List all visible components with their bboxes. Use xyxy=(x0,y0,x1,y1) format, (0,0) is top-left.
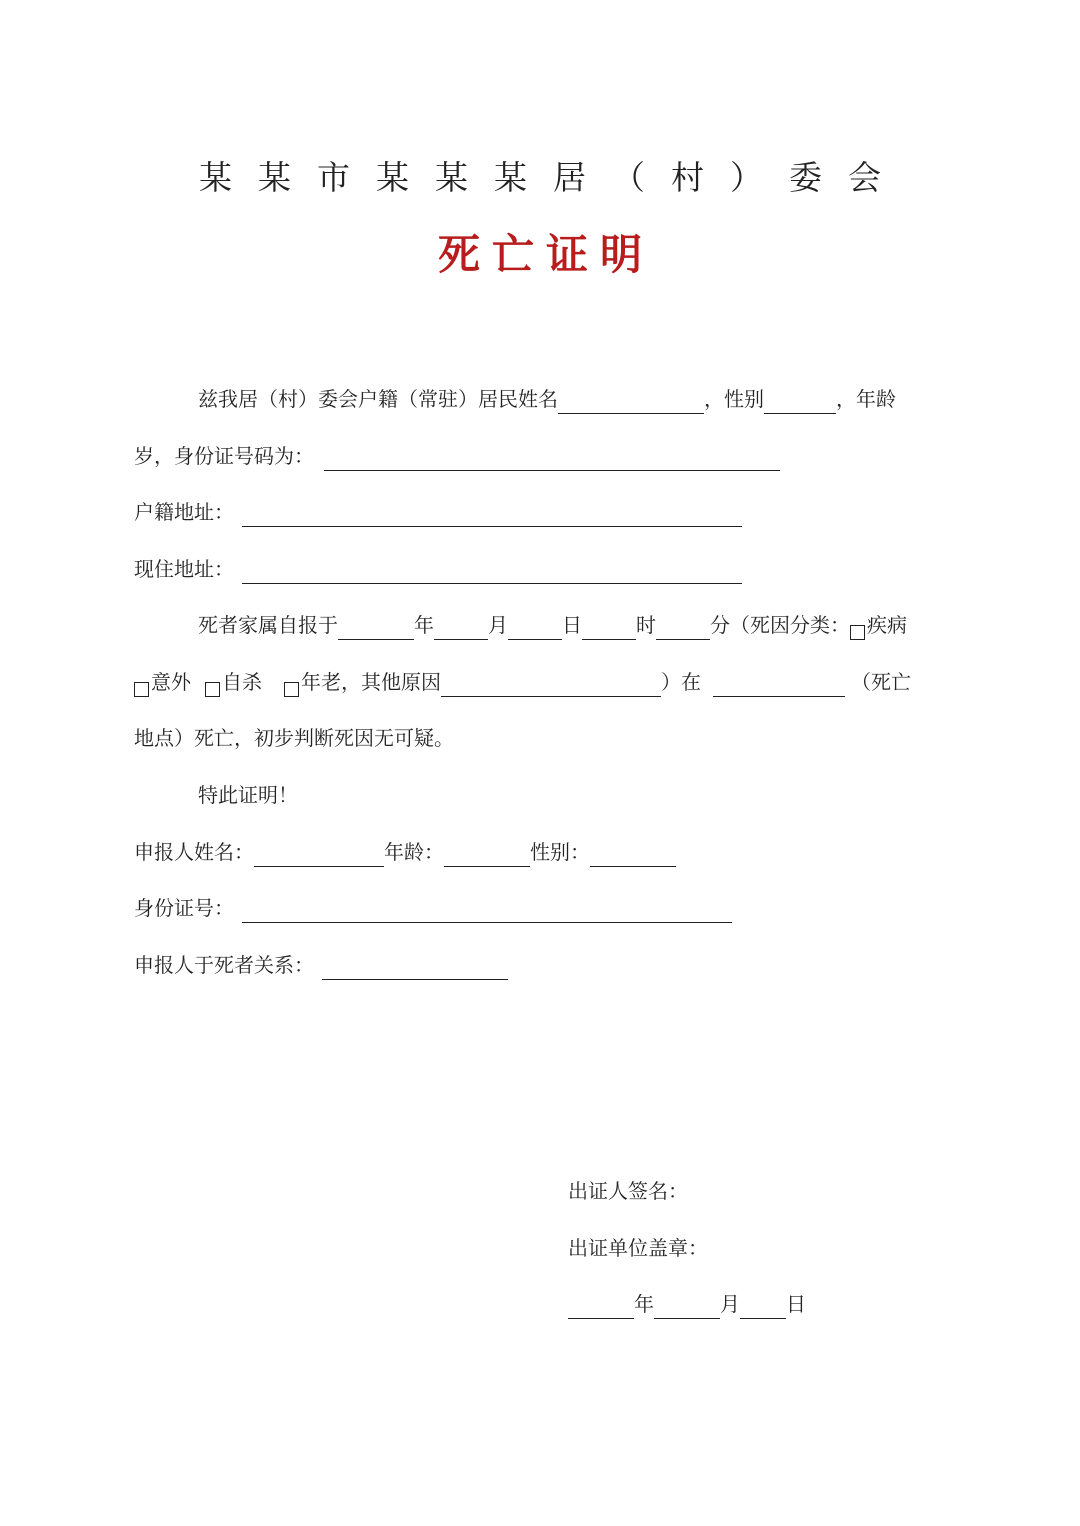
applicant-name-label: 申报人姓名： xyxy=(134,840,254,864)
at-label: ）在 xyxy=(661,670,701,694)
current-address-line xyxy=(134,554,954,584)
suicide-checkbox[interactable] xyxy=(205,682,220,697)
current-address-blank[interactable] xyxy=(242,561,742,584)
applicant-id-blank[interactable] xyxy=(242,900,732,923)
issue-month-blank[interactable] xyxy=(654,1296,720,1319)
suicide-label: 自杀 xyxy=(222,670,262,694)
name-blank[interactable] xyxy=(558,391,704,414)
issue-date-line xyxy=(568,1289,806,1319)
certification-text: 特此证明！ xyxy=(198,783,298,807)
old-age-checkbox[interactable] xyxy=(284,682,299,697)
registered-address-blank[interactable] xyxy=(242,504,742,527)
resident-info-line xyxy=(198,384,1018,414)
gender-label: ，性别 xyxy=(704,387,764,411)
applicant-name-blank[interactable] xyxy=(254,844,384,867)
disease-label: 疾病 xyxy=(867,613,907,637)
day-label: 日 xyxy=(562,613,582,637)
registered-address-line xyxy=(134,497,954,527)
report-month-blank[interactable] xyxy=(434,617,488,640)
death-place-label: （死亡 xyxy=(851,670,911,694)
id-number-blank[interactable] xyxy=(324,448,780,471)
conclusion-text: 地点）死亡，初步判断死因无可疑。 xyxy=(134,726,454,750)
month-label: 月 xyxy=(488,613,508,637)
applicant-gender-label: 性别： xyxy=(530,840,590,864)
report-year-blank[interactable] xyxy=(338,617,414,640)
seal-line xyxy=(568,1233,708,1263)
relation-label: 申报人于死者关系： xyxy=(134,953,314,977)
applicant-relation-line xyxy=(134,950,954,980)
accident-checkbox[interactable] xyxy=(134,682,149,697)
report-day-blank[interactable] xyxy=(508,617,562,640)
document-title: 死亡证明 xyxy=(437,230,654,279)
death-cause-line xyxy=(134,667,954,697)
applicant-id-label: 身份证号： xyxy=(134,896,234,920)
certification-line xyxy=(198,780,1018,810)
hour-label: 时 xyxy=(636,613,656,637)
year-label: 年 xyxy=(414,613,434,637)
disease-checkbox[interactable] xyxy=(850,625,865,640)
minute-label: 分（死因分类： xyxy=(710,613,850,637)
id-number-line xyxy=(134,441,954,471)
applicant-age-blank[interactable] xyxy=(444,844,530,867)
registered-address-label: 户籍地址： xyxy=(134,500,234,524)
other-cause-blank[interactable] xyxy=(441,674,661,697)
applicant-gender-blank[interactable] xyxy=(590,844,676,867)
old-age-other-label: 年老，其他原因 xyxy=(301,670,441,694)
age-label: ，年龄 xyxy=(836,387,896,411)
signer-line xyxy=(568,1176,688,1206)
issue-year-label: 年 xyxy=(634,1292,654,1316)
issue-month-label: 月 xyxy=(720,1292,740,1316)
report-hour-blank[interactable] xyxy=(582,617,636,640)
report-time-line xyxy=(198,610,1018,640)
applicant-age-label: 年龄： xyxy=(384,840,444,864)
accident-label: 意外 xyxy=(151,670,191,694)
conclusion-line xyxy=(134,723,954,753)
issue-day-label: 日 xyxy=(786,1292,806,1316)
signer-label: 出证人签名： xyxy=(568,1179,688,1203)
report-intro: 死者家属自报于 xyxy=(198,613,338,637)
relation-blank[interactable] xyxy=(322,957,508,980)
id-number-label: 岁，身份证号码为： xyxy=(134,444,314,468)
current-address-label: 现住地址： xyxy=(134,557,234,581)
seal-label: 出证单位盖章： xyxy=(568,1236,708,1260)
intro-text: 兹我居（村）委会户籍（常驻）居民姓名 xyxy=(198,387,558,411)
issue-day-blank[interactable] xyxy=(740,1296,786,1319)
issue-year-blank[interactable] xyxy=(568,1296,634,1319)
applicant-id-line xyxy=(134,893,954,923)
gender-blank[interactable] xyxy=(764,391,836,414)
issuing-organization: 某某市某某某居（村）委会 xyxy=(199,158,907,197)
report-minute-blank[interactable] xyxy=(656,617,710,640)
applicant-info-line xyxy=(134,837,954,867)
death-place-blank[interactable] xyxy=(713,674,845,697)
